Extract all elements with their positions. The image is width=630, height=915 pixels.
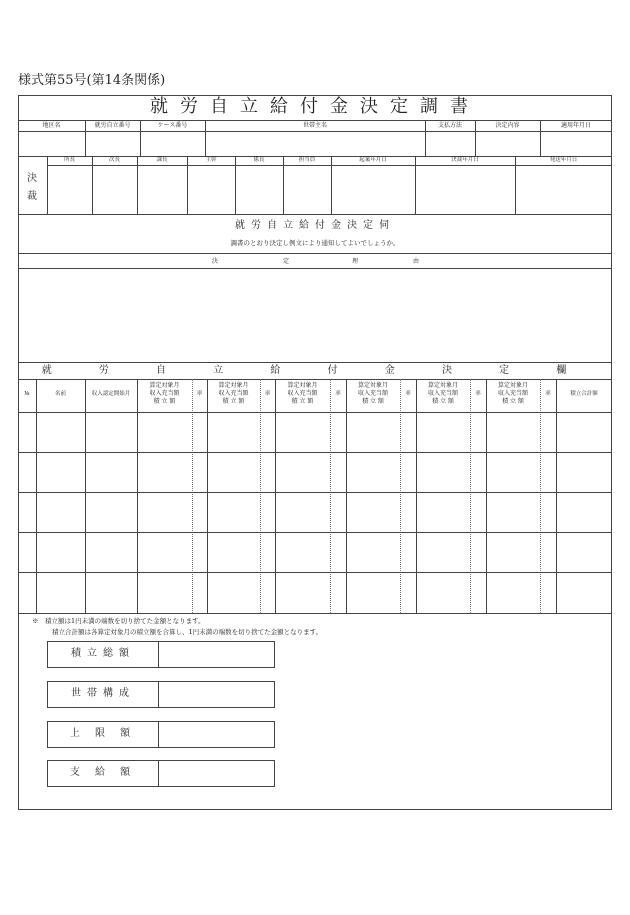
table-cell[interactable] bbox=[276, 493, 329, 531]
header-field[interactable] bbox=[141, 132, 204, 155]
table-cell[interactable] bbox=[347, 573, 399, 612]
note-2: 積立合計額は各算定対象月の積立額を合算し、1円未満の端数を切り捨てた金額となります。 bbox=[52, 628, 323, 636]
approval-column-label: 決裁年月日 bbox=[451, 157, 479, 163]
table-cell[interactable] bbox=[401, 453, 415, 491]
table-cell[interactable] bbox=[401, 573, 415, 612]
reason-title-2: 定 bbox=[283, 258, 290, 265]
period-header-line: 算定対象月 bbox=[218, 382, 249, 389]
approval-stamp-cell[interactable] bbox=[138, 166, 186, 213]
table-cell[interactable] bbox=[471, 453, 485, 491]
period-header-line: 積 立 額 bbox=[291, 398, 314, 405]
table-cell[interactable] bbox=[208, 493, 259, 531]
table-cell[interactable] bbox=[37, 573, 84, 612]
table-cell[interactable] bbox=[208, 413, 259, 451]
period-header-line: 積 立 額 bbox=[432, 398, 454, 405]
table-cell[interactable] bbox=[541, 453, 555, 491]
period-header-line: 積 立 額 bbox=[153, 398, 176, 405]
summary-label: 世帯構成 bbox=[71, 688, 135, 699]
approval-stamp-cell[interactable] bbox=[93, 166, 136, 213]
table-cell[interactable] bbox=[86, 573, 136, 612]
table-cell[interactable] bbox=[37, 493, 84, 531]
table-cell[interactable] bbox=[487, 453, 539, 491]
table-cell[interactable] bbox=[86, 453, 136, 491]
table-cell[interactable] bbox=[557, 573, 611, 612]
header-field[interactable] bbox=[476, 132, 539, 155]
table-cell[interactable] bbox=[261, 533, 274, 571]
period-header-line: 収入充当額 bbox=[497, 390, 528, 397]
table-cell[interactable] bbox=[487, 573, 539, 612]
column-header-total: 積立合計額 bbox=[570, 391, 598, 397]
header-label: 世帯主名 bbox=[302, 122, 327, 129]
table-cell[interactable] bbox=[417, 573, 469, 612]
period-header-line: 算定対象月 bbox=[427, 382, 458, 389]
form-title: 就労自立給付金決定調書 bbox=[150, 96, 480, 117]
table-cell[interactable] bbox=[19, 413, 35, 451]
table-cell[interactable] bbox=[276, 533, 329, 571]
period-header-line: 収入充当額 bbox=[427, 390, 458, 397]
period-header-line: 積 立 額 bbox=[502, 398, 524, 405]
summary-value-field[interactable] bbox=[159, 761, 274, 786]
table-cell[interactable] bbox=[331, 573, 345, 612]
header-field[interactable] bbox=[206, 132, 424, 155]
period-column-header bbox=[137, 382, 192, 406]
table-cell[interactable] bbox=[138, 573, 191, 612]
table-cell[interactable] bbox=[487, 493, 539, 531]
table-cell[interactable] bbox=[401, 493, 415, 531]
period-header-line: 積 立 額 bbox=[222, 398, 245, 405]
rate-column-header: 率 bbox=[475, 391, 481, 397]
approval-stamp-cell[interactable] bbox=[416, 166, 514, 213]
reason-text-area[interactable] bbox=[19, 269, 611, 362]
summary-value-field[interactable] bbox=[159, 642, 274, 667]
period-header-line: 算定対象月 bbox=[287, 382, 318, 389]
table-cell[interactable] bbox=[541, 573, 555, 612]
approval-column-label: 担当員 bbox=[298, 157, 316, 163]
rate-column-header: 率 bbox=[196, 391, 203, 397]
header-field[interactable] bbox=[541, 132, 611, 155]
summary-value-field[interactable] bbox=[159, 682, 274, 707]
table-cell[interactable] bbox=[261, 493, 274, 531]
rate-column-header: 率 bbox=[264, 391, 271, 397]
approval-stamp-cell[interactable] bbox=[516, 166, 611, 213]
table-cell[interactable] bbox=[487, 413, 539, 451]
reason-title-1: 決 bbox=[212, 258, 219, 265]
approval-stamp-cell[interactable] bbox=[188, 166, 234, 213]
table-cell[interactable] bbox=[487, 533, 539, 571]
table-cell[interactable] bbox=[37, 533, 84, 571]
table-cell[interactable] bbox=[557, 413, 611, 451]
summary-label: 支 給 額 bbox=[69, 767, 137, 778]
table-cell[interactable] bbox=[401, 533, 415, 571]
period-header-line: 収入充当額 bbox=[287, 390, 318, 397]
table-cell[interactable] bbox=[417, 413, 469, 451]
table-cell[interactable] bbox=[541, 493, 555, 531]
column-header-no: № bbox=[24, 391, 30, 397]
table-cell[interactable] bbox=[471, 493, 485, 531]
table-cell[interactable] bbox=[276, 573, 329, 612]
table-cell[interactable] bbox=[19, 453, 35, 491]
table-cell[interactable] bbox=[193, 493, 206, 531]
approval-column-label: 主幹 bbox=[205, 157, 217, 163]
period-header-line: 収入充当額 bbox=[218, 390, 249, 397]
table-cell[interactable] bbox=[417, 533, 469, 571]
approval-stamp-cell[interactable] bbox=[48, 166, 91, 213]
table-cell[interactable] bbox=[19, 493, 35, 531]
table-cell[interactable] bbox=[401, 413, 415, 451]
approval-column-label: 次長 bbox=[108, 157, 120, 163]
table-cell[interactable] bbox=[261, 413, 274, 451]
header-label: 地区名 bbox=[42, 122, 61, 129]
summary-label: 積立総額 bbox=[71, 648, 135, 659]
table-cell[interactable] bbox=[557, 533, 611, 571]
period-header-line: 算定対象月 bbox=[357, 382, 388, 389]
table-cell[interactable] bbox=[541, 413, 555, 451]
table-cell[interactable] bbox=[417, 453, 469, 491]
inquiry-text: 調書のとおり決定し例文により通知してよいでしょうか。 bbox=[230, 239, 400, 247]
column-header-start-month: 収入認定開始月 bbox=[91, 391, 131, 397]
approval-stamp-cell[interactable] bbox=[332, 166, 414, 213]
approval-column-label: 係長 bbox=[253, 157, 265, 163]
header-label: 支払方法 bbox=[437, 122, 462, 129]
approval-stamp-cell[interactable] bbox=[284, 166, 330, 213]
inquiry-title: 就労自立給付金決定伺 bbox=[235, 220, 395, 231]
approval-column-label: 所長 bbox=[63, 157, 75, 163]
reason-title-3: 理 bbox=[352, 258, 359, 265]
table-cell[interactable] bbox=[417, 493, 469, 531]
table-cell[interactable] bbox=[208, 573, 259, 612]
table-cell[interactable] bbox=[208, 453, 259, 491]
table-cell[interactable] bbox=[347, 413, 399, 451]
header-field[interactable] bbox=[426, 132, 474, 155]
table-cell[interactable] bbox=[193, 413, 206, 451]
table-cell[interactable] bbox=[138, 493, 191, 531]
table-cell[interactable] bbox=[347, 533, 399, 571]
note-1: ※ 積立額は1円未満の端数を切り捨てた金額となります。 bbox=[32, 617, 205, 625]
table-cell[interactable] bbox=[86, 533, 136, 571]
table-cell[interactable] bbox=[19, 573, 35, 612]
period-column-header bbox=[346, 382, 400, 406]
table-cell[interactable] bbox=[138, 413, 191, 451]
reason-title-4: 由 bbox=[413, 258, 420, 265]
table-cell[interactable] bbox=[331, 453, 345, 491]
period-column-header bbox=[416, 382, 470, 406]
table-cell[interactable] bbox=[347, 493, 399, 531]
table-cell[interactable] bbox=[86, 413, 136, 451]
table-cell[interactable] bbox=[276, 453, 329, 491]
header-label: 適用年月日 bbox=[560, 122, 591, 129]
period-header-line: 算定対象月 bbox=[149, 382, 180, 389]
table-cell[interactable] bbox=[471, 413, 485, 451]
table-cell[interactable] bbox=[331, 533, 345, 571]
period-header-line: 積 立 額 bbox=[362, 398, 384, 405]
table-cell[interactable] bbox=[331, 413, 345, 451]
table-cell[interactable] bbox=[19, 533, 35, 571]
header-field[interactable] bbox=[86, 132, 139, 155]
table-cell[interactable] bbox=[138, 533, 191, 571]
period-header-line: 収入充当額 bbox=[149, 390, 180, 397]
table-cell[interactable] bbox=[193, 573, 206, 612]
header-label: ケース番号 bbox=[157, 122, 188, 129]
table-cell[interactable] bbox=[138, 453, 191, 491]
approval-stamp-cell[interactable] bbox=[236, 166, 282, 213]
approval-column-label: 発送年月日 bbox=[549, 157, 578, 163]
period-column-header bbox=[207, 382, 260, 406]
table-cell[interactable] bbox=[347, 453, 399, 491]
table-cell[interactable] bbox=[471, 533, 485, 571]
header-label: 就労自立番号 bbox=[94, 122, 131, 129]
table-cell[interactable] bbox=[276, 413, 329, 451]
table-cell[interactable] bbox=[208, 533, 259, 571]
table-cell[interactable] bbox=[37, 413, 84, 451]
rate-column-header: 率 bbox=[545, 391, 551, 397]
header-label: 決定内容 bbox=[495, 122, 520, 129]
approval-label: 決 裁 bbox=[27, 173, 37, 202]
table-cell[interactable] bbox=[557, 453, 611, 491]
table-cell[interactable] bbox=[86, 493, 136, 531]
table-cell[interactable] bbox=[557, 493, 611, 531]
rate-column-header: 率 bbox=[335, 391, 341, 397]
form-number: 様式第55号(第14条関係) bbox=[18, 73, 166, 88]
table-cell[interactable] bbox=[261, 573, 274, 612]
rate-column-header: 率 bbox=[405, 391, 411, 397]
table-cell[interactable] bbox=[261, 453, 274, 491]
period-header-line: 算定対象月 bbox=[497, 382, 528, 389]
period-column-header bbox=[486, 382, 540, 406]
table-cell[interactable] bbox=[331, 493, 345, 531]
decision-section-title: 就 労 自 立 給 付 金 決 定 欄 bbox=[41, 365, 589, 376]
table-cell[interactable] bbox=[541, 533, 555, 571]
column-header-name: 名前 bbox=[54, 391, 66, 397]
approval-column-label: 起案年月日 bbox=[359, 157, 387, 163]
summary-value-field[interactable] bbox=[159, 722, 274, 747]
table-cell[interactable] bbox=[193, 453, 206, 491]
summary-label: 上 限 額 bbox=[69, 728, 137, 739]
header-field[interactable] bbox=[19, 132, 84, 155]
period-header-line: 収入充当額 bbox=[357, 390, 388, 397]
table-cell[interactable] bbox=[37, 453, 84, 491]
approval-column-label: 課長 bbox=[156, 157, 168, 163]
period-column-header bbox=[275, 382, 330, 406]
table-cell[interactable] bbox=[193, 533, 206, 571]
table-cell[interactable] bbox=[471, 573, 485, 612]
